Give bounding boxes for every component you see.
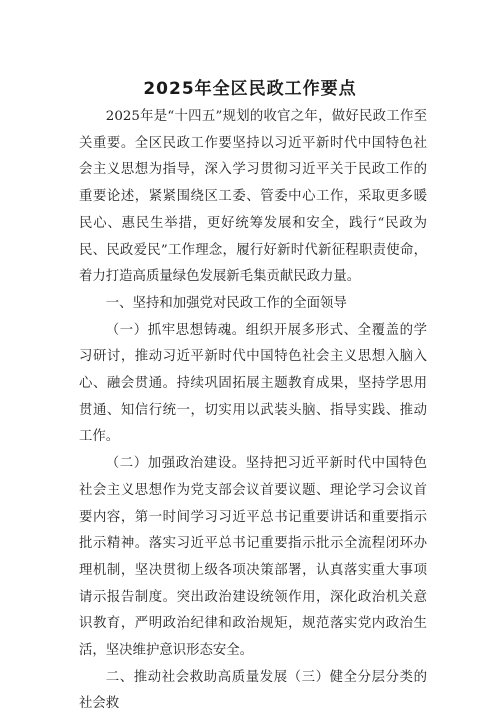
intro-paragraph: 2025年是“十四五”规划的收官之年，做好民政工作至关重要。全区民政工作要坚持以习近平新时代中国特色社会主义思想为指导，深入学习贯彻习近平关于民政工作的重要论述，紧紧围绕区工委、管委中心工作，采取更多暖民心、惠民生举措，更好统筹发展和安全，践行“民政为民、民政爱民”工作理念，履行好新时代新征程职责使命，着力打造高质量绿色发展新毛集贡献民政力量。 <box>79 109 427 285</box>
paragraph-thought: （一）抓牢思想铸魂。组织开展多形式、全覆盖的学习研讨，推动习近平新时代中国特色社会主义思想入脑入心、融会贯通。持续巩固拓展主题教育成果，坚持学思用贯通、知信行统一，切实用以武装头脑、指导实践、推动工作。 <box>79 322 427 445</box>
section-heading-2: 二、推动社会救助高质量发展（三）健全分层分类的社会救 <box>79 669 427 712</box>
section-heading-1: 一、坚持和加强党对民政工作的全面领导 <box>105 295 347 311</box>
paragraph-political: （二）加强政治建设。坚持把习近平新时代中国特色社会主义思想作为党支部会议首要议题、理论学习会议首要内容，第一时间学习习近平总书记重要讲话和重要指示批示精神。落实习近平总书记重要指示批示全流程闭环办理机制，坚决贯彻上级各项决策部署，认真落实重大事项请示报告制度。突出政治建设统领作用，深化政治机关意识教育，严明政治纪律和政治规矩，规范落实党内政治生活，坚决维护意识形态安全。 <box>79 456 427 659</box>
document-body <box>79 104 427 718</box>
document-title: 2025年全区民政工作要点 <box>143 79 357 99</box>
